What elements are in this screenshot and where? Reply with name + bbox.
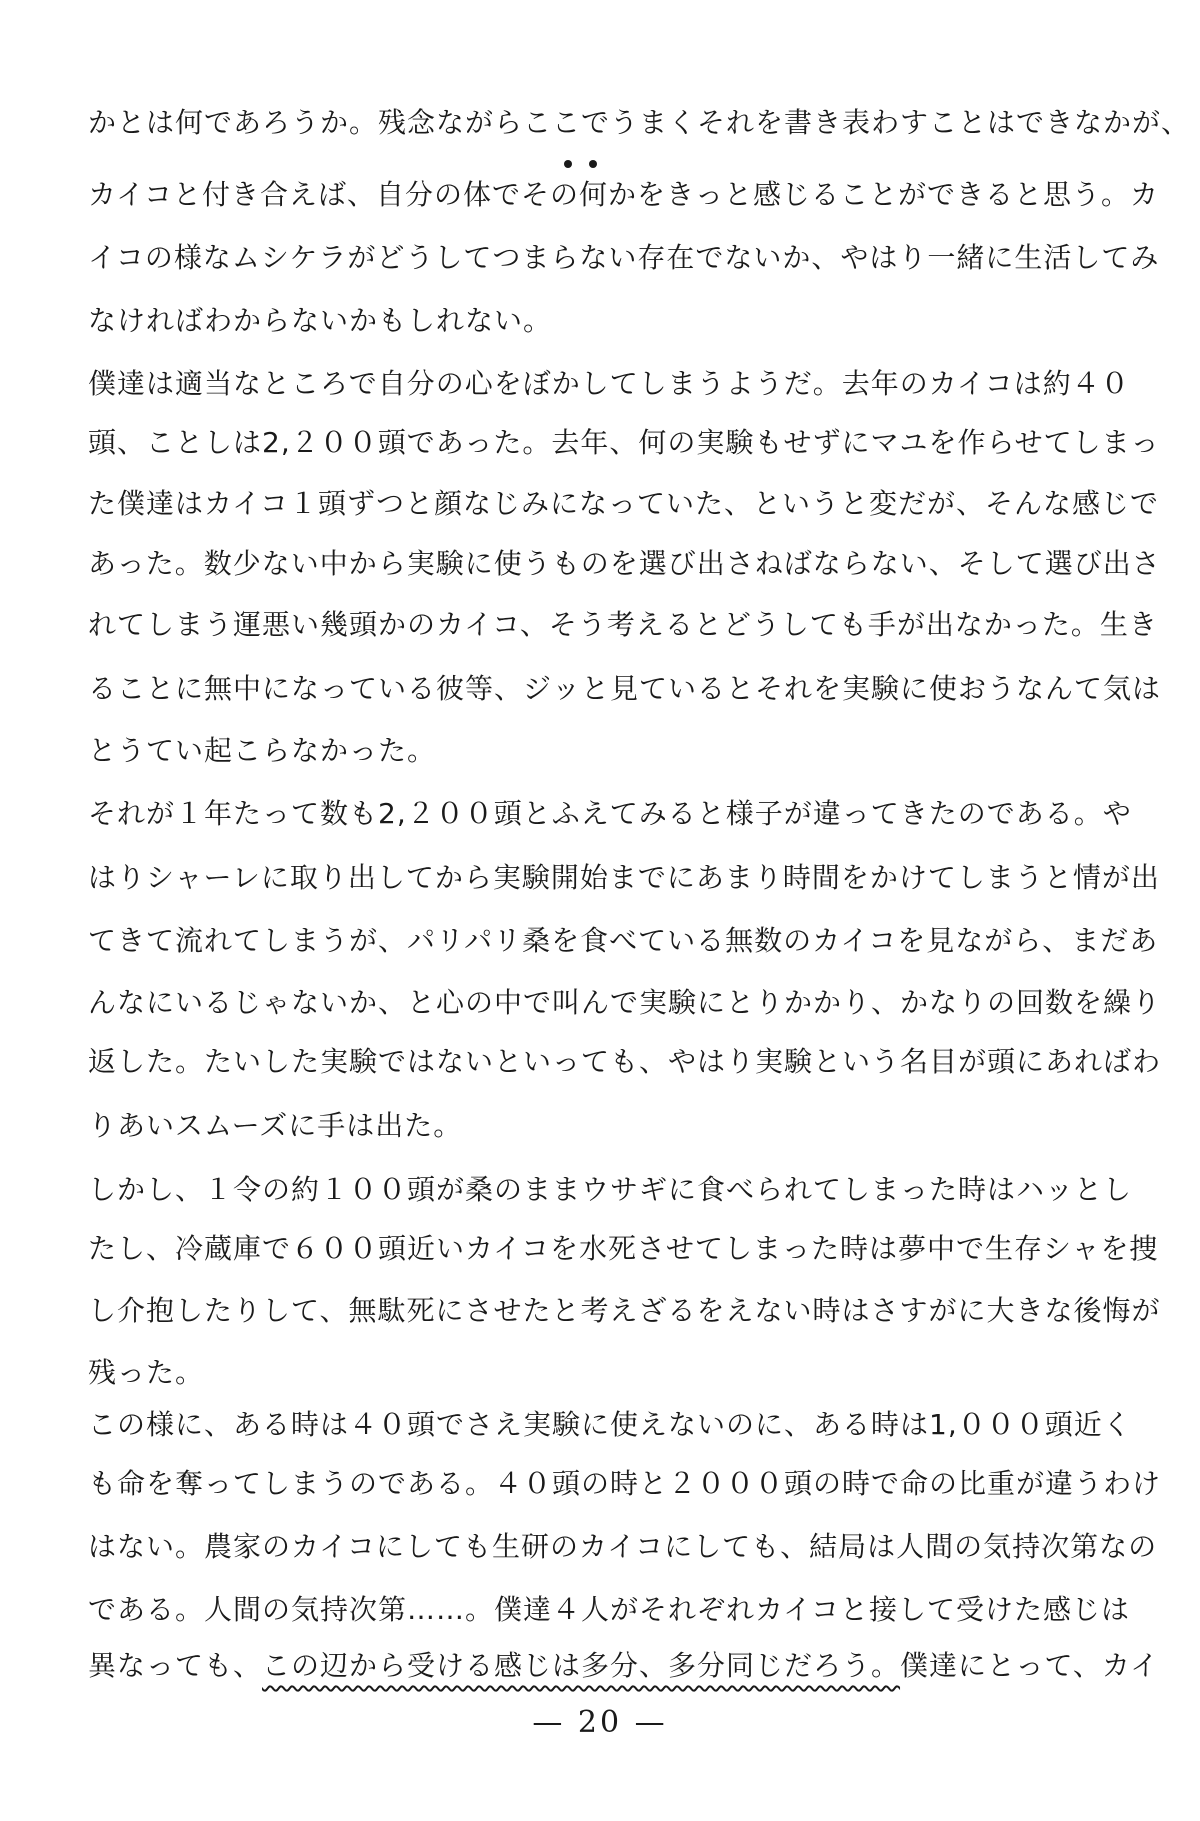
text-line: ることに無中になっている彼等、ジッと見ているとそれを実験に使おうなんて気は: [88, 672, 1162, 705]
page-number: — 20 —: [532, 1705, 668, 1740]
text-line: んなにいるじゃないか、と心の中で叫んで実験にとりかかり、かなりの回数を繰り: [88, 986, 1162, 1019]
text-line: それが１年たって数も2,２００頭とふえてみると様子が違ってきたのである。や: [88, 797, 1132, 830]
text-line: りあいスムーズに手は出た。: [88, 1109, 463, 1142]
text-line-emphasis: [88, 1643, 1160, 1689]
text-line: イコの様なムシケラがどうしてつまらない存在でないか、やはり一緒に生活してみ: [88, 241, 1160, 274]
text-line: はりシャーレに取り出してから実験開始までにあまり時間をかけてしまうと情が出: [88, 861, 1160, 894]
text-line: カイコと付き合えば、自分の体でその何かをきっと感じることができると思う。カ: [88, 178, 1160, 211]
emphasis-dot: [564, 160, 572, 168]
text-line: れてしまう運悪い幾頭かのカイコ、そう考えるとどうしても手が出なかった。生き: [88, 608, 1158, 641]
text-line: はない。農家のカイコにしても生研のカイコにしても、結局は人間の気持次第なの: [88, 1530, 1158, 1563]
text-line: とうてい起こらなかった。: [88, 734, 437, 767]
emphasized-text: この辺から受ける感じは多分、多分同じだろう。: [262, 1649, 901, 1682]
text-line: も命を奪ってしまうのである。４０頭の時と２０００頭の時で命の比重が違うわけ: [88, 1467, 1162, 1500]
text-line: た僕達はカイコ１頭ずつと顔なじみになっていた、というと変だが、そんな感じで: [88, 487, 1160, 520]
text-line: かとは何であろうか。残念ながらここでうまくそれを書き表わすことはできなかが、: [88, 106, 1191, 139]
text-line: てきて流れてしまうが、パリパリ桑を食べている無数のカイコを見ながら、まだあ: [88, 924, 1159, 957]
text-line: 頭、ことしは2,２００頭であった。去年、何の実験もせずにマユを作らせてしまっ: [88, 426, 1160, 459]
text-line: しかし、１令の約１００頭が桑のままウサギに食べられてしまった時はハッとし: [88, 1173, 1133, 1206]
text-line: この様に、ある時は４０頭でさえ実験に使えないのに、ある時は1,０００頭近く: [88, 1408, 1132, 1441]
text-before-emphasis: 異なっても、: [88, 1649, 263, 1682]
text-line: たし、冷蔵庫で６００頭近いカイコを水死させてしまった時は夢中で生存シャを捜: [88, 1232, 1159, 1265]
text-after-emphasis: 僕達にとって、カイ: [900, 1649, 1160, 1682]
text-line: し介抱したりして、無駄死にさせたと考えざるをえない時はさすがに大きな後悔が: [88, 1294, 1161, 1327]
text-line: なければわからないかもしれない。: [88, 304, 553, 337]
text-line: 返した。たいした実験ではないといっても、やはり実験という名目が頭にあればわ: [88, 1045, 1162, 1078]
text-line: あった。数少ない中から実験に使うものを選び出さねばならない、そして選び出さ: [88, 547, 1161, 580]
text-line: 残った。: [88, 1356, 205, 1389]
emphasis-dot: [589, 160, 597, 168]
text-line: 僕達は適当なところで自分の心をぼかしてしまうようだ。去年のカイコは約４０: [88, 367, 1130, 400]
text-line: である。人間の気持次第……。僕達４人がそれぞれカイコと接して受けた感じは: [88, 1593, 1131, 1626]
